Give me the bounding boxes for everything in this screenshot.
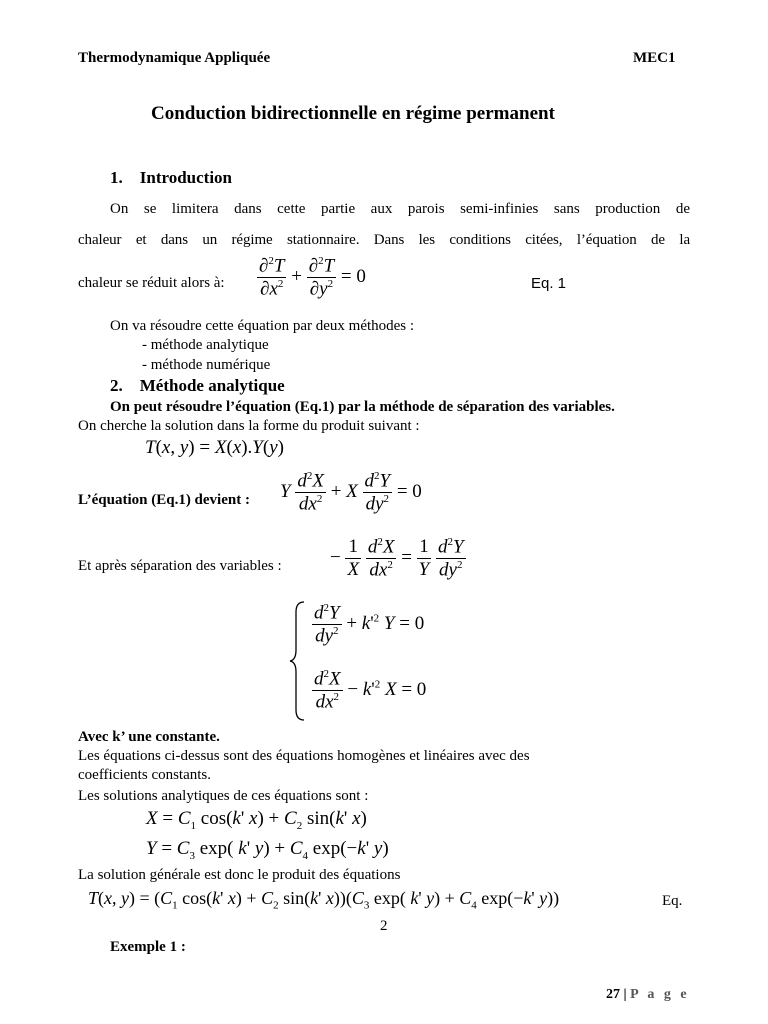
- system-brace: [288, 600, 308, 726]
- product-form-sentence: On cherche la solution dans la forme du produit suivant :: [78, 418, 420, 434]
- method-analytic: - méthode analytique: [142, 337, 269, 353]
- homogeneous-line-2: coefficients constants.: [78, 767, 212, 783]
- homogeneous-line-1: Les équations ci-dessus sont des équations homogènes et linéaires avec des: [78, 748, 530, 764]
- header-right: MEC1: [633, 50, 676, 66]
- page-title: Conduction bidirectionnelle en régime permanent: [151, 103, 555, 124]
- methods-intro: On va résoudre cette équation par deux méthodes :: [110, 318, 415, 334]
- header-left: Thermodynamique Appliquée: [78, 50, 271, 66]
- section-1-heading: 1. Introduction: [110, 168, 233, 187]
- constant-note: Avec k’ une constante.: [78, 729, 220, 745]
- separation-sentence: On peut résoudre l’équation (Eq.1) par la méthode de séparation des variables.: [110, 399, 615, 415]
- section-2-heading: 2. Méthode analytique: [110, 376, 285, 395]
- equation-substituted: Y $\frac{d^2X}{dx^2}$ + X $\frac{d^2Y}{dy^2}$ = 0: [280, 470, 422, 515]
- solutions-intro: Les solutions analytiques de ces équations sont :: [78, 788, 369, 804]
- page-number: 27: [606, 987, 620, 1002]
- intro-line-1: On se limitera dans cette partie aux parois semi-infinies sans production de: [110, 201, 690, 217]
- system-equation-x: $\frac{d^2X}{dx^2}$ − $k'^2$ X = 0: [314, 668, 427, 713]
- equation-1: $\frac{\partial^2T}{\partial x^2}$ + $\frac{\partial^2T}{\partial y^2}$ = 0: [259, 255, 366, 300]
- intro-line-2: chaleur et dans un régime stationnaire. Dans les conditions citées, l’équation de la: [78, 232, 690, 248]
- equation-2-label-prefix: Eq.: [662, 893, 683, 909]
- equation-2-label-number: 2: [380, 918, 388, 934]
- equation-product-form: T(x, y) = X(x).Y(y): [145, 437, 284, 458]
- general-solution: T(x, $y) = (C_1$ cos(k' $x) + C_2$ sin(k' $x))(C_3$ exp( k' $y) + C_4$ exp(−k' y)): [88, 888, 560, 912]
- method-numeric: - méthode numérique: [142, 357, 271, 373]
- page-word: P a g e: [630, 987, 690, 1002]
- after-separation-label: Et après séparation des variables :: [78, 558, 282, 574]
- general-solution-intro: La solution générale est donc le produit des équations: [78, 867, 401, 883]
- equation-becomes-label: L’équation (Eq.1) devient :: [78, 492, 250, 508]
- equation-separated: − $\frac{1}{X}$ $\frac{d^2X}{dx^2}$ = $\frac{1}{Y}$ $\frac{d^2Y}{dy^2}$: [330, 536, 464, 581]
- equation-1-label: Eq. 1: [531, 275, 567, 292]
- footer-separator: |: [620, 987, 631, 1002]
- solution-x: $X = C_1$ cos(k' $x) + C_2$ sin(k' x): [146, 808, 367, 832]
- intro-line-3: chaleur se réduit alors à:: [78, 275, 225, 291]
- example-heading: Exemple 1 :: [110, 939, 186, 955]
- system-equation-y: $\frac{d^2Y}{dy^2}$ + $k'^2$ Y = 0: [314, 602, 425, 647]
- solution-y: $Y = C_3$ exp( k' $y) + C_4$ exp(−k' y): [146, 838, 389, 862]
- page-footer: [606, 985, 690, 1003]
